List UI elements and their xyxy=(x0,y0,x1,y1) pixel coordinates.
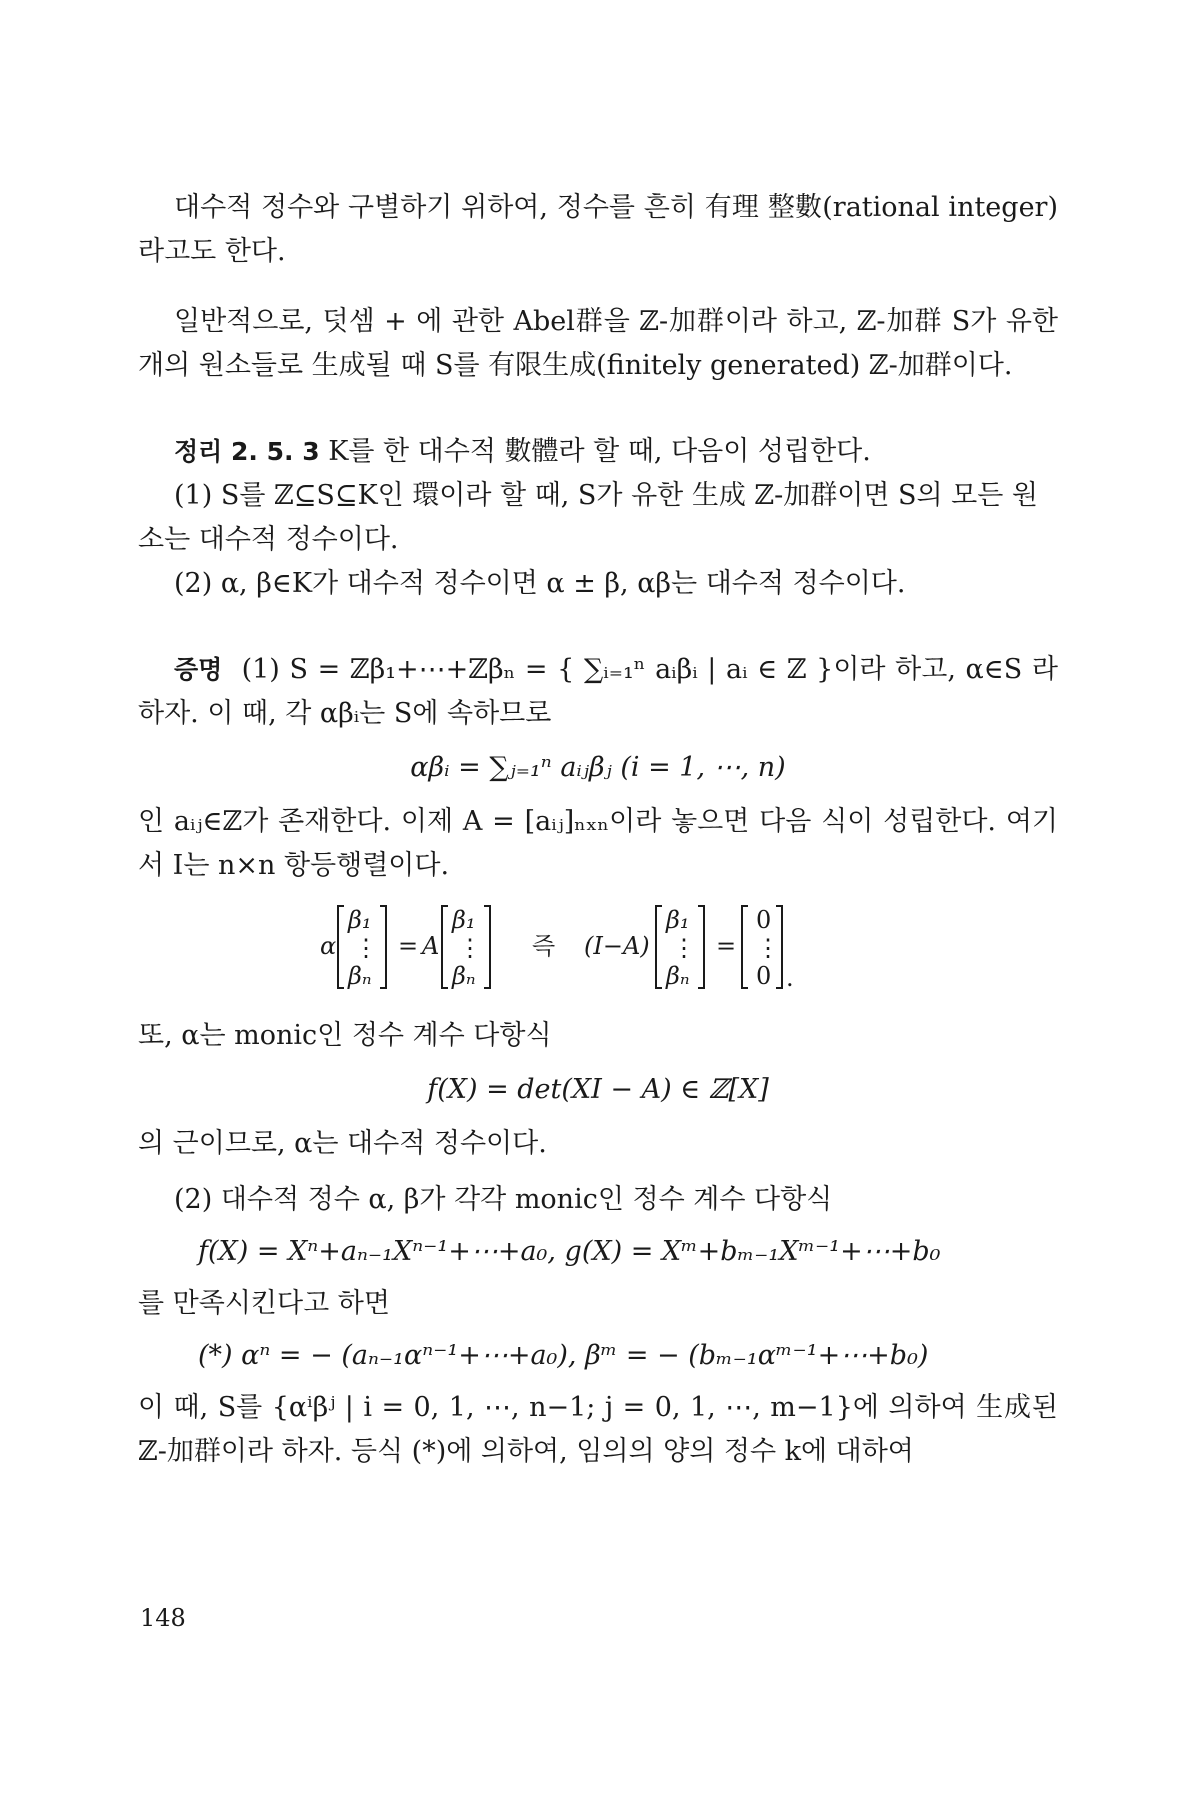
svg-text:⋮: ⋮ xyxy=(458,934,482,962)
proof-line-4: 의 근이므로, α는 대수적 정수이다. xyxy=(138,1128,547,1159)
svg-text:⋮: ⋮ xyxy=(354,934,378,962)
proof-line-5: (2) 대수적 정수 α, β가 각각 monic인 정수 계수 다항식 xyxy=(174,1184,833,1215)
svg-text:α: α xyxy=(320,932,337,960)
page-number: 148 xyxy=(140,1604,186,1632)
svg-text:⋮: ⋮ xyxy=(756,934,780,962)
svg-text:.: . xyxy=(786,964,794,992)
svg-text:βₙ: βₙ xyxy=(666,962,690,990)
proof-line-3: 또, α는 monic인 정수 계수 다항식 xyxy=(138,1020,552,1051)
proof-line-6: 를 만족시킨다고 하면 xyxy=(138,1288,390,1319)
svg-text:A: A xyxy=(422,932,440,960)
svg-text:β₁: β₁ xyxy=(452,906,476,934)
svg-text:β₁: β₁ xyxy=(348,906,372,934)
equation-star: (*) αⁿ = − (aₙ₋₁αⁿ⁻¹+⋯+a₀), βᵐ = − (bₘ₋₁αᵐ⁻¹+⋯+b₀) xyxy=(198,1340,929,1371)
proof-text-1: (1) S = ℤβ₁+⋯+ℤβₙ = { ∑ᵢ₌₁ⁿ aᵢβᵢ | aᵢ ∈ ℤ }이라 하고, α∈S 라 하자. 이 때, 각 αβᵢ는 S에 속하므로 xyxy=(138,654,1058,729)
paragraph-rational-integer: 대수적 정수와 구별하기 위하여, 정수를 흔히 有理 整數(rational integer)라고도 한다. xyxy=(138,192,1058,267)
svg-text:βₙ: βₙ xyxy=(452,962,476,990)
svg-text:⋮: ⋮ xyxy=(672,934,696,962)
equation-characteristic-polynomial: f(X) = det(XI − A) ∈ ℤ[X] xyxy=(427,1074,769,1105)
equation-monic-polynomials: f(X) = Xⁿ+aₙ₋₁Xⁿ⁻¹+⋯+a₀, g(X) = Xᵐ+bₘ₋₁Xᵐ⁻¹+⋯+b₀ xyxy=(198,1236,941,1267)
svg-text:0: 0 xyxy=(756,906,772,934)
proof-line-7: 이 때, S를 {αⁱβʲ | i = 0, 1, ⋯, n−1; j = 0, 1, ⋯, m−1}에 의하여 生成된 ℤ-加群이라 하자. 등식 (*)에 의하여, 임의의 양의 정수 k에 대하여 xyxy=(138,1392,1058,1467)
theorem-item-2: (2) α, β∈K가 대수적 정수이면 α ± β, αβ는 대수적 정수이다. xyxy=(174,568,906,599)
paragraph-abel-group: 일반적으로, 덧셈 + 에 관한 Abel群을 ℤ-加群이라 하고, ℤ-加群 S가 유한 개의 원소들로 生成될 때 S를 有限生成(finitely generated) ℤ-加群이다. xyxy=(138,306,1058,381)
svg-text:0: 0 xyxy=(756,962,772,990)
matrix-equation-drawing xyxy=(318,896,878,996)
proof-line-2: 인 aᵢⱼ∈ℤ가 존재한다. 이제 A = [aᵢⱼ]ₙₓₙ이라 놓으면 다음 식이 성립한다. 여기서 I는 n×n 항등행렬이다. xyxy=(138,806,1058,881)
page-body xyxy=(138,186,1058,1474)
svg-text:β₁: β₁ xyxy=(666,906,690,934)
equation-alpha-beta-i: αβᵢ = ∑ⱼ₌₁ⁿ aᵢⱼβⱼ (i = 1, ⋯, n) xyxy=(410,752,786,783)
theorem-statement xyxy=(138,430,1058,474)
svg-text:βₙ: βₙ xyxy=(348,962,372,990)
svg-text:(I−A): (I−A) xyxy=(584,932,650,960)
svg-text:=: = xyxy=(398,932,419,960)
proof-line-1 xyxy=(138,648,1058,736)
theorem-label: 정리 2. 5. 3 xyxy=(174,437,320,466)
theorem-text: K를 한 대수적 數體라 할 때, 다음이 성립한다. xyxy=(328,436,871,467)
svg-text:=: = xyxy=(716,932,737,960)
matrix-equation xyxy=(138,896,1058,1006)
theorem-item-1: (1) S를 ℤ⊆S⊆K인 環이라 할 때, S가 유한 生成 ℤ-加群이면 S의 모든 원소는 대수적 정수이다. xyxy=(138,480,1038,555)
proof-label: 증명 xyxy=(174,655,223,684)
svg-text:즉: 즉 xyxy=(532,932,556,960)
